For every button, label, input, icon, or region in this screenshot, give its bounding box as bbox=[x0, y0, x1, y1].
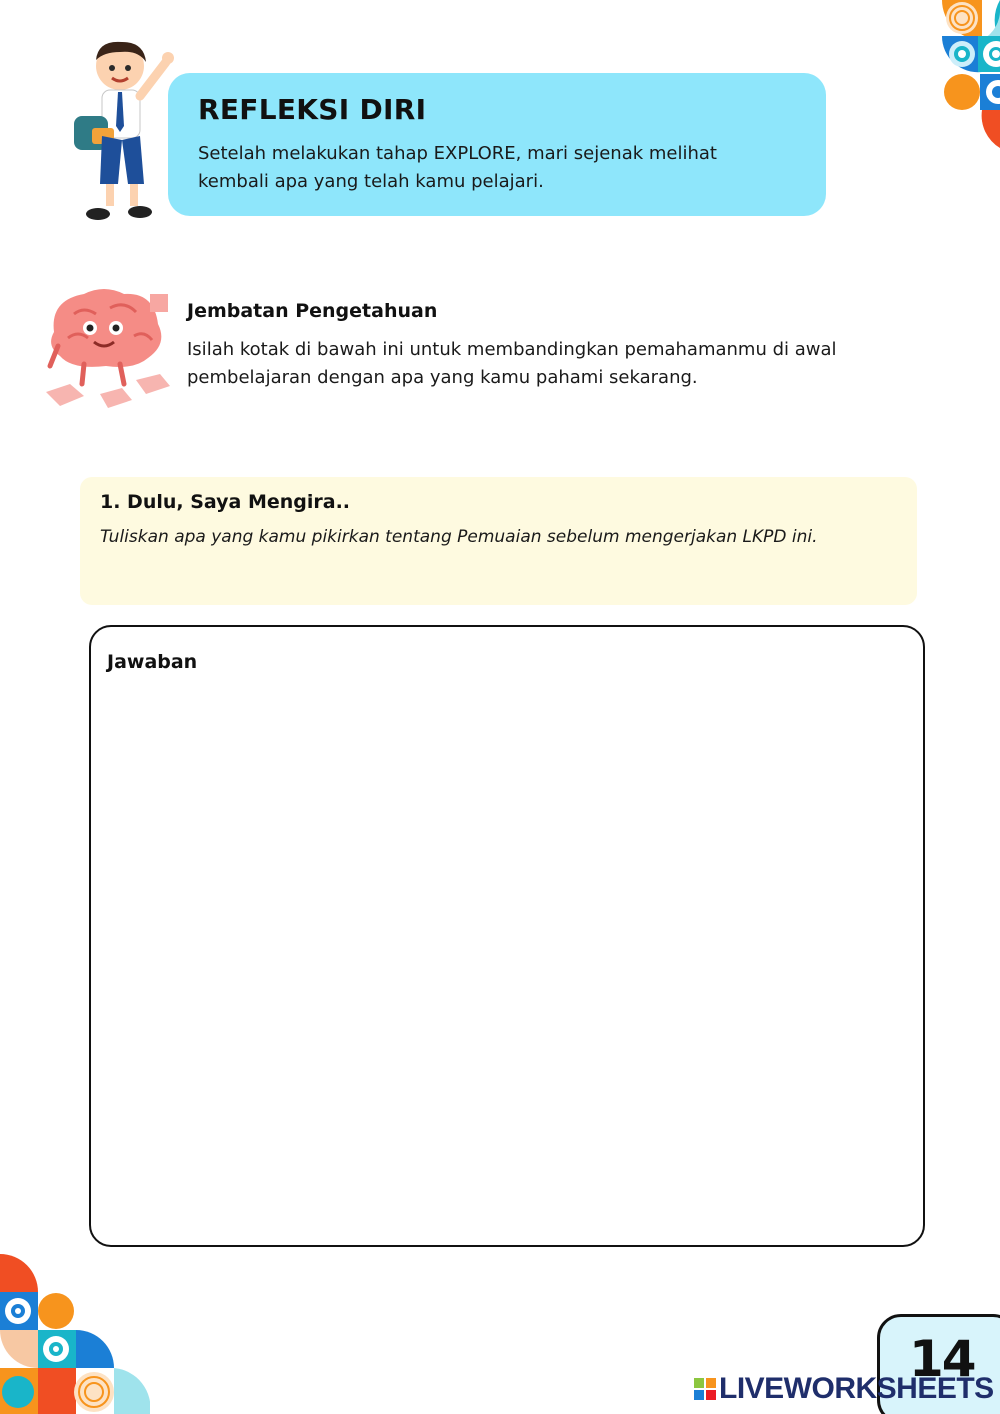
liveworksheets-watermark bbox=[694, 1372, 994, 1406]
section-description: Isilah kotak di bawah ini untuk membandingkan pemahamanmu di awal pembelajaran dengan apa yang kamu pahami sekarang. bbox=[187, 339, 837, 388]
question-instruction: Tuliskan apa yang kamu pikirkan tentang Pemuaian sebelum mengerjakan LKPD ini. bbox=[100, 527, 818, 547]
question-title: 1. Dulu, Saya Mengira.. bbox=[100, 491, 351, 513]
answer-label: Jawaban bbox=[107, 651, 198, 673]
brain-puzzle-illustration bbox=[44, 284, 176, 412]
section-title: Jembatan Pengetahuan bbox=[187, 300, 438, 322]
liveworksheets-logo-icon bbox=[694, 1378, 716, 1400]
student-illustration bbox=[68, 36, 178, 231]
corner-decoration-bottom-left bbox=[0, 1254, 150, 1414]
page-title: REFLEKSI DIRI bbox=[198, 93, 427, 126]
page-number: 14 bbox=[909, 1330, 975, 1388]
header-banner bbox=[168, 73, 826, 216]
answer-box[interactable] bbox=[89, 625, 925, 1247]
corner-decoration-top-right bbox=[850, 0, 1000, 150]
watermark-text: LIVEWORKSHEETS bbox=[719, 1372, 994, 1405]
question-card bbox=[80, 477, 917, 605]
header-description: Setelah melakukan tahap EXPLORE, mari sejenak melihat kembali apa yang telah kamu pelajari. bbox=[198, 143, 717, 192]
